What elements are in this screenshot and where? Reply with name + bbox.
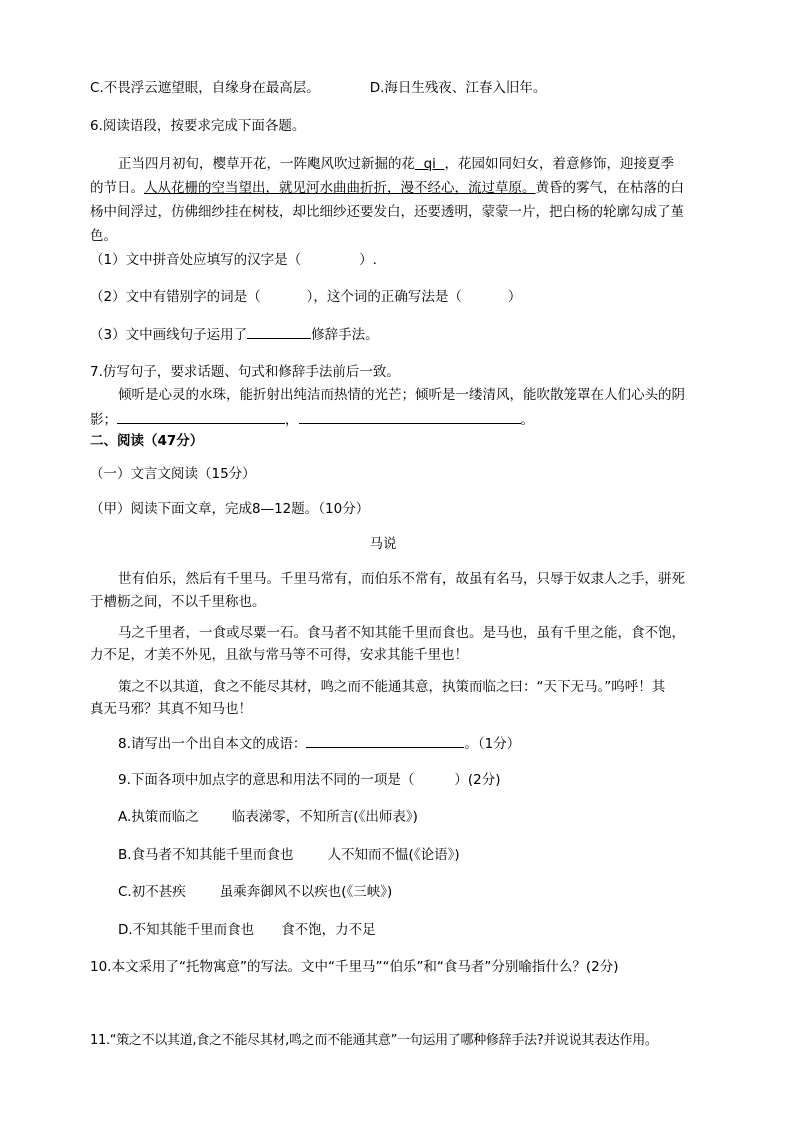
q9-option-b: B.食马者不知其能千里而食也 人不知而不愠(《论语》) xyxy=(118,847,460,863)
answer-blank[interactable] xyxy=(247,324,311,339)
q9-option-d: D.不知其能千里而食也 食不饱，力不足 xyxy=(118,922,376,938)
q7-prompt: 7.仿写句子，要求话题、句式和修辞手法前后一致。 xyxy=(90,364,400,380)
section-heading: 二、阅读（47分） xyxy=(90,433,204,449)
sub-section-heading: （一）文言文阅读（15分） xyxy=(90,466,256,482)
q6-sub2: （2）文中有错别字的词是（ ），这个词的正确写法是（ ） xyxy=(90,289,522,305)
passage-p2-line2: 力不足，才美不外见，且欲与常马等不可得，安求其能千里也！ xyxy=(90,647,468,663)
passage-instruction: （甲）阅读下面文章，完成8—12题。（10分） xyxy=(90,501,370,517)
passage-title: 马说 xyxy=(369,536,397,552)
q7-example-line1: 倾听是心灵的水珠，能折射出纯洁而热情的光芒；倾听是一缕清风，能吹散笼罩在人们心头的阴 xyxy=(118,387,685,403)
q9-stem: 9.下面各项中加点字的意思和用法不同的一项是（ ）(2分) xyxy=(118,772,501,788)
q10: 10.本文采用了“托物寓意”的写法。文中“千里马”“伯乐”和“食马者”分别喻指什么？(2分) xyxy=(90,959,619,975)
passage-p3-line1: 策之不以其道，食之不能尽其材，鸣之而不能通其意，执策而临之曰：“天下无马。”呜呼！其 xyxy=(118,679,666,695)
q5-option-row xyxy=(90,78,546,98)
underlined-sentence: 人从花栅的空当望出，就见河水曲曲折折，漫不经心，流过草原。 xyxy=(144,180,536,196)
q6-sub1: （1）文中拼音处应填写的汉字是（ ）. xyxy=(90,252,377,268)
q6-paragraph-line1: 正当四月初旬，樱草开花，一阵飑风吹过新掘的花 qi ，花园如同妇女，着意修饰，迎接夏季 xyxy=(118,156,675,172)
q8: 8.请写出一个出自本文的成语： 。（1分） xyxy=(118,733,520,754)
q11: 11.“策之不以其道,食之不能尽其材,鸣之而不能通其意”一句运用了哪种修辞手法?并说说其表达作用。 xyxy=(90,1033,658,1048)
q6-paragraph-line3: 杨中间浮过，仿佛细纱挂在树枝，却比细纱还要发白，还要透明，蒙蒙一片，把白杨的轮廓勾成了堇 xyxy=(90,204,684,220)
q9-option-c: C.初不甚疾 虽乘奔御风不以疾也(《三峡》) xyxy=(118,884,393,900)
passage-p1-line1: 世有伯乐，然后有千里马。千里马常有，而伯乐不常有，故虽有名马，只辱于奴隶人之手，骈死 xyxy=(118,571,685,587)
answer-blank-1[interactable] xyxy=(117,409,285,424)
q6-paragraph-line2: 的节日。人从花栅的空当望出，就见河水曲曲折折，漫不经心，流过草原。黄昏的雾气，在枯落的白 xyxy=(90,180,684,196)
pinyin-blank: qi xyxy=(423,156,436,172)
passage-p2-line1: 马之千里者，一食或尽粟一石。食马者不知其能千里而食也。是马也，虽有千里之能，食不饱， xyxy=(118,625,685,641)
q6-sub3: （3）文中画线句子运用了 修辞手法。 xyxy=(90,324,379,345)
answer-blank-2[interactable] xyxy=(299,409,521,424)
q7-answer-line: 影； ， 。 xyxy=(90,409,534,430)
q6-paragraph-line4: 色。 xyxy=(90,228,117,244)
q9-option-a: A.执策而临之 临表涕零，不知所言(《出师表》) xyxy=(118,809,418,825)
q5-option-c: C.不畏浮云遮望眼，自缘身在最高层。 xyxy=(90,80,320,96)
passage-p3-line2: 真无马邪？其真不知马也！ xyxy=(90,701,252,717)
passage-p1-line2: 于槽枥之间，不以千里称也。 xyxy=(90,594,266,610)
answer-blank[interactable] xyxy=(306,733,464,748)
q5-option-d: D.海日生残夜、江春入旧年。 xyxy=(369,80,547,96)
q6-prompt: 6.阅读语段，按要求完成下面各题。 xyxy=(90,118,306,134)
